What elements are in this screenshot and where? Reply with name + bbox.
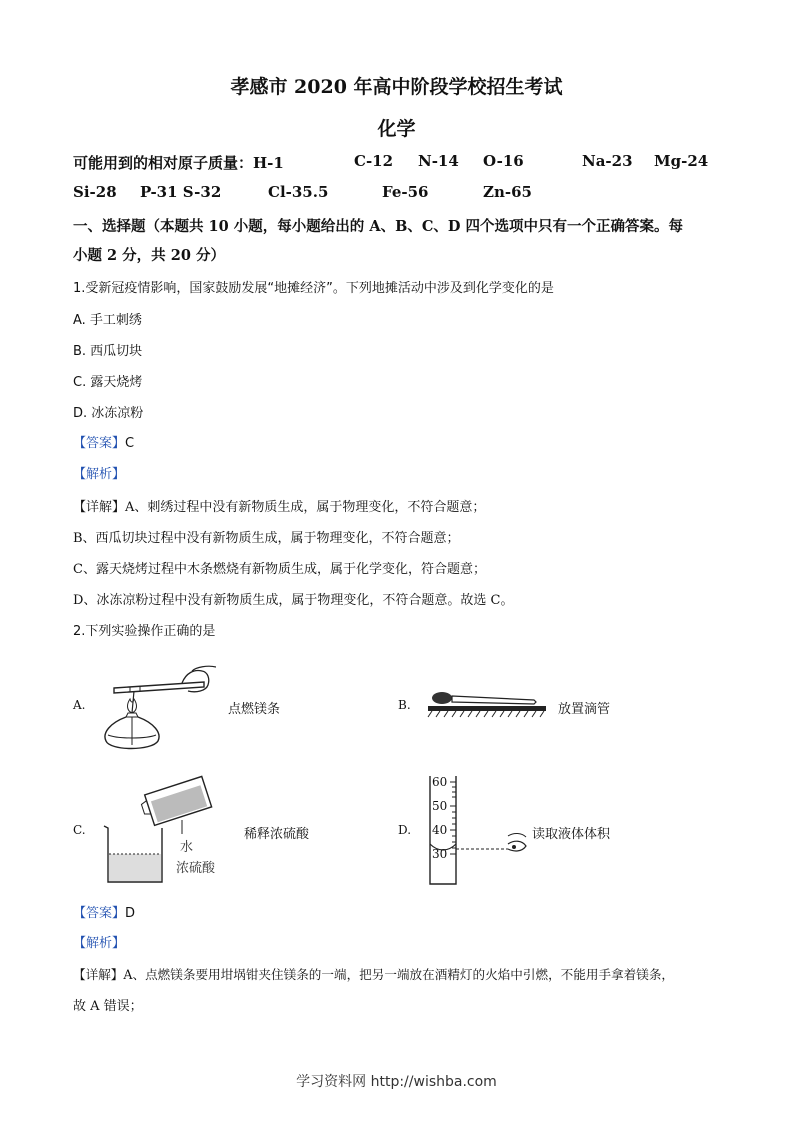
mass-mg: Mg-24: [654, 152, 709, 170]
mass-o: O-16: [483, 152, 524, 170]
mass-na: Na-23: [582, 152, 633, 170]
q2-option-b-caption: 放置滴管: [558, 702, 611, 717]
q2-option-a-letter: A.: [73, 698, 86, 712]
label-conc-acid: 浓硫酸: [176, 861, 216, 876]
scale-40: 40: [432, 823, 448, 837]
q1-option-a: A. 手工刺绣: [73, 313, 142, 328]
mass-p-s: P-31 S-32: [140, 183, 222, 201]
mass-fe: Fe-56: [382, 183, 429, 201]
q1-answer: [73, 432, 134, 451]
q1-analysis-label: 【解析】: [73, 467, 126, 482]
q2-option-c-caption: 稀释浓硫酸: [244, 827, 310, 842]
q2-answer: [73, 902, 135, 921]
q1-detail-1: 【详解】A、刺绣过程中没有新物质生成，属于物理变化，不符合题意；: [73, 500, 486, 515]
option-b-illustration: [424, 688, 549, 718]
mass-si: Si-28: [73, 183, 117, 201]
mass-cl: Cl-35.5: [268, 183, 329, 201]
q2-detail-1: 【详解】A、点燃镁条要用坩埚钳夹住镁条的一端，把另一端放在酒精灯的火焰中引燃，不能用手拿着镁条，: [73, 967, 675, 982]
q1-detail-2: B、西瓜切块过程中没有新物质生成，属于物理变化，不符合题意；: [73, 531, 460, 546]
scale-50: 50: [432, 799, 448, 813]
q1-option-d: D. 冰冻凉粉: [73, 406, 144, 421]
q1-option-c: C. 露天烧烤: [73, 375, 143, 390]
q2-answer-label: 【答案】: [73, 906, 126, 921]
mass-n: N-14: [418, 152, 459, 170]
q2-option-a-caption: 点燃镁条: [228, 702, 281, 717]
atomic-mass-label: 可能用到的相对原子质量：H-1: [73, 154, 284, 172]
scale-60: 60: [432, 775, 448, 789]
q2-stem: 2.下列实验操作正确的是: [73, 624, 216, 639]
q1-answer-value: C: [125, 436, 135, 451]
q1-answer-label: 【答案】: [73, 436, 126, 451]
footer-watermark: 学习资料网 http://wishba.com: [296, 1074, 497, 1090]
q1-detail-3: C、露天烧烤过程中木条燃烧有新物质生成，属于化学变化，符合题意；: [73, 562, 486, 577]
q2-answer-value: D: [125, 906, 136, 921]
label-water: 水: [180, 840, 194, 855]
q1-stem: 1.受新冠疫情影响，国家鼓励发展“地摊经济”。下列地摊活动中涉及到化学变化的是: [73, 281, 554, 296]
scale-30: 30: [432, 847, 448, 861]
option-c-illustration: [96, 770, 246, 890]
section-heading-line1: 一、选择题（本题共 10 小题，每小题给出的 A、B、C、D 四个选项中只有一个正确答案。每: [73, 218, 683, 235]
q1-detail-4: D、冰冻凉粉过程中没有新物质生成，属于物理变化，不符合题意。故选 C。: [73, 593, 514, 608]
option-a-illustration: [96, 655, 216, 755]
q2-detail-2: 故 A 错误；: [73, 999, 143, 1014]
q2-analysis-label: 【解析】: [73, 936, 126, 951]
q2-option-d-letter: D.: [398, 823, 412, 837]
q2-option-b-letter: B.: [398, 698, 411, 712]
mass-c: C-12: [354, 152, 394, 170]
q2-option-c-letter: C.: [73, 823, 86, 837]
q2-option-d-caption: 读取液体体积: [532, 827, 611, 842]
section-heading-line2: 小题 2 分，共 20 分）: [73, 247, 225, 264]
subject-title: 化学: [377, 118, 416, 140]
mass-zn: Zn-65: [483, 183, 532, 201]
q1-option-b: B. 西瓜切块: [73, 344, 143, 359]
exam-title: 孝感市 2020 年高中阶段学校招生考试: [230, 76, 563, 98]
